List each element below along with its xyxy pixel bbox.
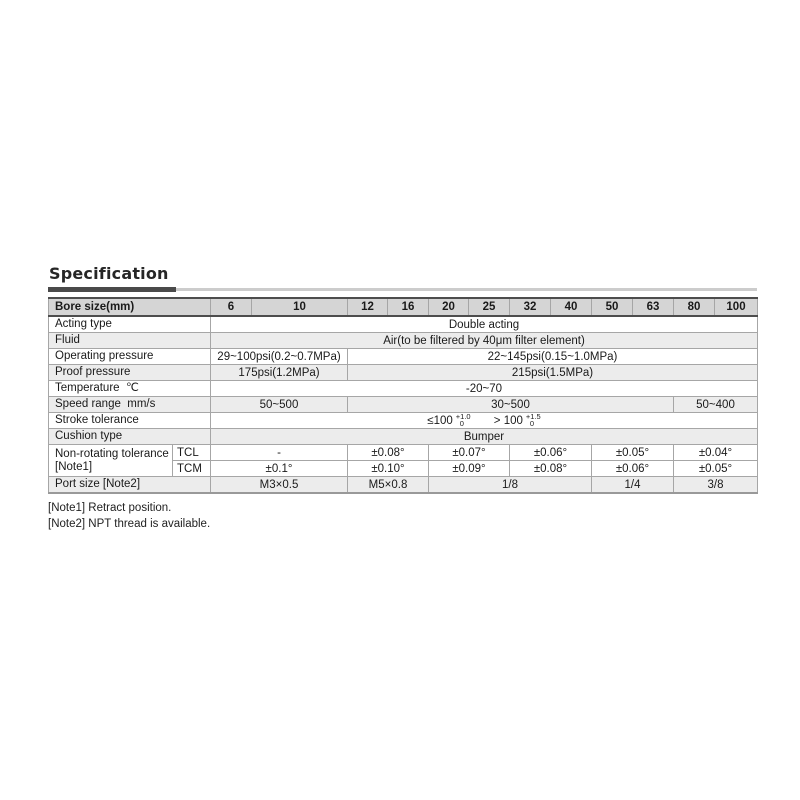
speed-range-small: 50~500 xyxy=(211,397,348,413)
non-rotating-tcm-key: TCM xyxy=(173,461,211,477)
fluid-label: Fluid xyxy=(49,333,211,349)
non-rotating-label: Non-rotating tolerance [Note1] xyxy=(49,445,173,477)
port-12-16: M5×0.8 xyxy=(348,477,429,494)
proof-pressure-large: 215psi(1.5MPa) xyxy=(348,365,758,381)
spec-section xyxy=(48,264,757,532)
tcm-80-100: ±0.05° xyxy=(674,461,758,477)
stroke-tol-gt-base: > 100 xyxy=(493,414,523,427)
header-bore-size-label: Bore size(mm) xyxy=(49,298,211,316)
stroke-tolerance-label: Stroke tolerance xyxy=(49,413,211,429)
specification-table xyxy=(48,297,758,494)
stroke-tol-le-upper: +1.0 xyxy=(455,412,471,421)
title-underline xyxy=(48,288,757,291)
header-row xyxy=(49,298,758,316)
cushion-type-label: Cushion type xyxy=(49,429,211,445)
stroke-tol-gt-lower: 0 xyxy=(529,418,535,428)
row-port-size xyxy=(49,477,758,494)
port-size-label: Port size [Note2] xyxy=(49,477,211,494)
cushion-type-value: Bumper xyxy=(211,429,758,445)
stroke-tol-gt xyxy=(494,414,541,428)
header-bore-40: 40 xyxy=(551,298,592,316)
header-bore-20: 20 xyxy=(429,298,469,316)
header-bore-10: 10 xyxy=(252,298,348,316)
header-bore-16: 16 xyxy=(388,298,429,316)
stroke-tol-le-stack xyxy=(456,413,471,427)
stroke-tol-le-lower: 0 xyxy=(459,418,464,428)
stroke-tol-gt-upper: +1.5 xyxy=(525,412,541,421)
speed-range-label: Speed range mm/s xyxy=(49,397,211,413)
stroke-tol-gt-stack xyxy=(526,413,541,427)
header-bore-50: 50 xyxy=(592,298,633,316)
speed-range-large: 50~400 xyxy=(674,397,758,413)
port-50-63: 1/4 xyxy=(592,477,674,494)
fluid-value: Air(to be filtered by 40μm filter element) xyxy=(211,333,758,349)
footnote-2: [Note2] NPT thread is available. xyxy=(48,518,211,530)
row-operating-pressure xyxy=(49,349,758,365)
acting-type-value: Double acting xyxy=(211,316,758,333)
row-non-rotating-tcl xyxy=(49,445,758,461)
proof-pressure-small: 175psi(1.2MPa) xyxy=(211,365,348,381)
non-rotating-tcl-key: TCL xyxy=(173,445,211,461)
header-bore-32: 32 xyxy=(510,298,551,316)
row-temperature xyxy=(49,381,758,397)
header-bore-6: 6 xyxy=(211,298,252,316)
title-underline-accent xyxy=(48,287,176,292)
port-80-100: 3/8 xyxy=(674,477,758,494)
row-proof-pressure xyxy=(49,365,758,381)
row-fluid xyxy=(49,333,758,349)
footnote-1: [Note1] Retract position. xyxy=(48,502,172,514)
stroke-tolerance-value xyxy=(211,413,758,429)
tcl-80-100: ±0.04° xyxy=(674,445,758,461)
tcl-50-63: ±0.05° xyxy=(592,445,674,461)
header-bore-63: 63 xyxy=(633,298,674,316)
header-bore-100: 100 xyxy=(715,298,758,316)
temperature-value: -20~70 xyxy=(211,381,758,397)
header-bore-80: 80 xyxy=(674,298,715,316)
tcl-12-16: ±0.08° xyxy=(348,445,429,461)
speed-range-mid: 30~500 xyxy=(348,397,674,413)
tcl-32-40: ±0.06° xyxy=(510,445,592,461)
port-6-10: M3×0.5 xyxy=(211,477,348,494)
tcm-20-25: ±0.09° xyxy=(429,461,510,477)
row-acting-type xyxy=(49,316,758,333)
tcl-6-10: - xyxy=(211,445,348,461)
row-speed-range xyxy=(49,397,758,413)
row-cushion-type xyxy=(49,429,758,445)
tcm-32-40: ±0.08° xyxy=(510,461,592,477)
operating-pressure-label: Operating pressure xyxy=(49,349,211,365)
port-20-40: 1/8 xyxy=(429,477,592,494)
section-title: Specification xyxy=(49,264,169,283)
temperature-label: Temperature ℃ xyxy=(49,381,211,397)
header-bore-12: 12 xyxy=(348,298,388,316)
stroke-tol-le-base: ≤100 xyxy=(427,414,453,427)
acting-type-label: Acting type xyxy=(49,316,211,333)
tcm-50-63: ±0.06° xyxy=(592,461,674,477)
footnotes xyxy=(48,500,757,532)
operating-pressure-large: 22~145psi(0.15~1.0MPa) xyxy=(348,349,758,365)
row-stroke-tolerance xyxy=(49,413,758,429)
proof-pressure-label: Proof pressure xyxy=(49,365,211,381)
header-bore-25: 25 xyxy=(469,298,510,316)
tcm-6-10: ±0.1° xyxy=(211,461,348,477)
operating-pressure-small: 29~100psi(0.2~0.7MPa) xyxy=(211,349,348,365)
tcl-20-25: ±0.07° xyxy=(429,445,510,461)
tcm-12-16: ±0.10° xyxy=(348,461,429,477)
stroke-tol-le xyxy=(427,414,470,428)
